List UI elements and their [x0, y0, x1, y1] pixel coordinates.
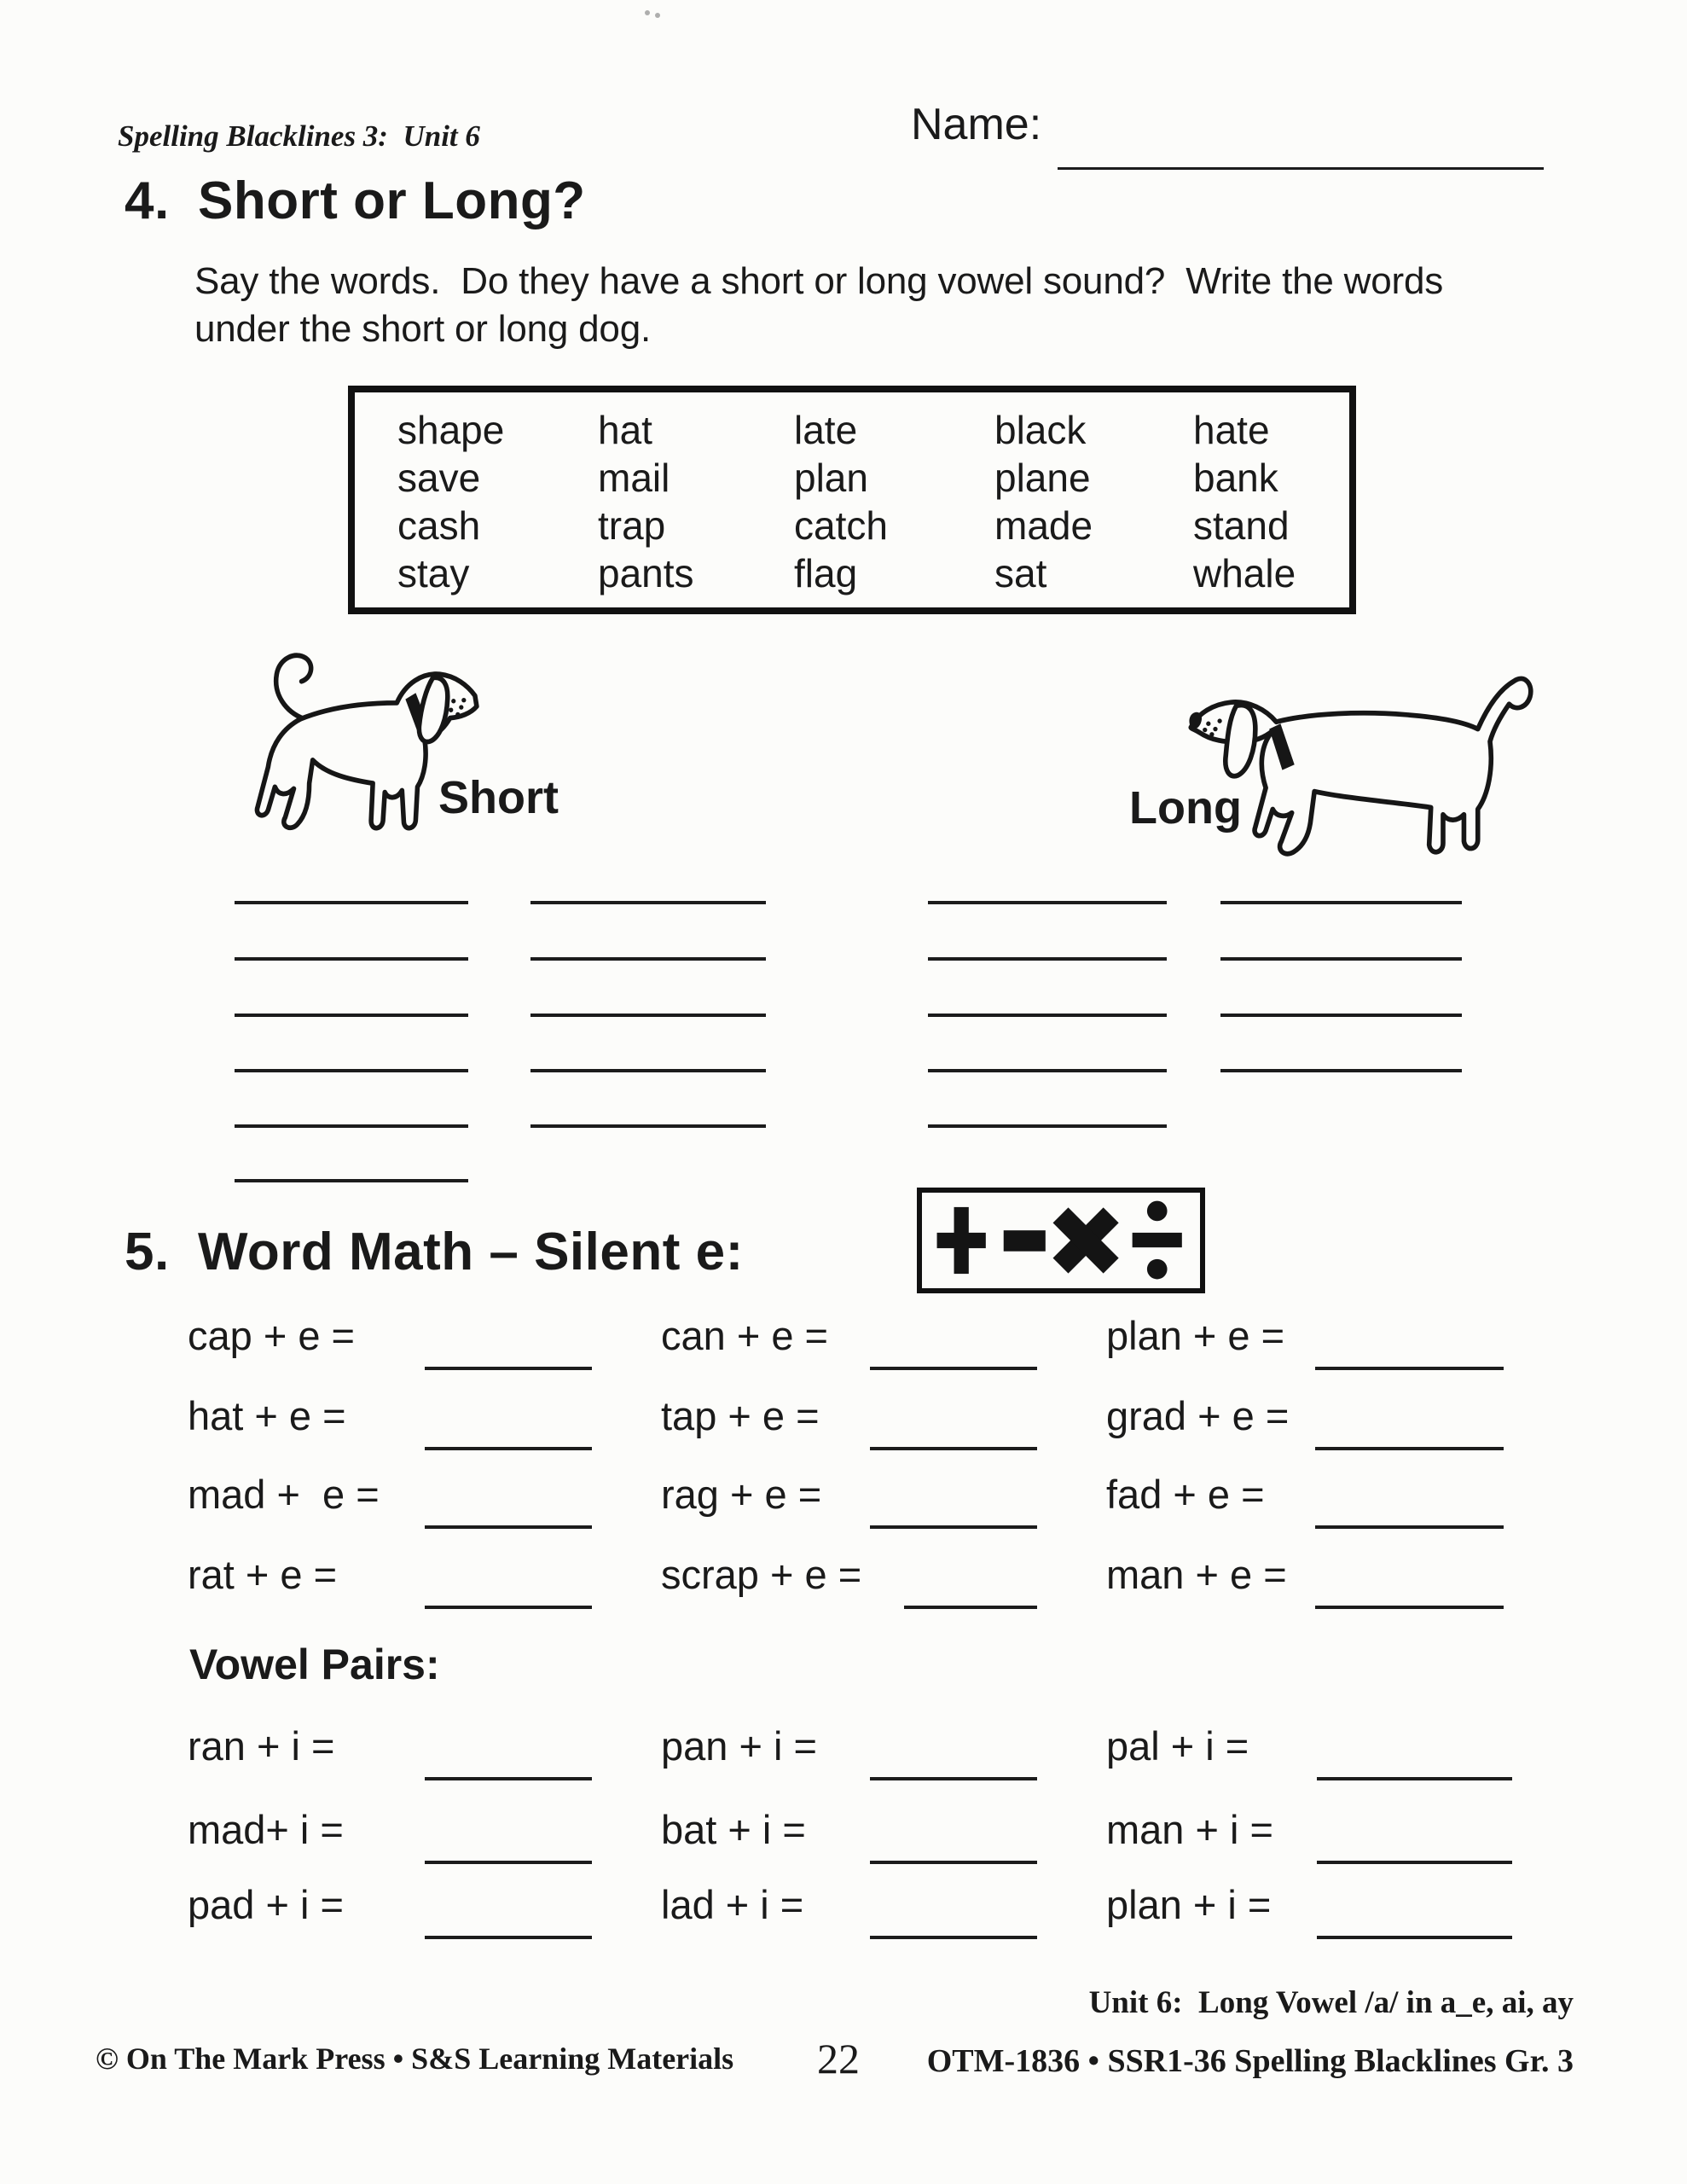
answer-line: [235, 1069, 468, 1072]
long-dog-image: [1170, 638, 1535, 879]
problem-label: hat + e =: [188, 1393, 346, 1438]
problem-label: pal + i =: [1106, 1723, 1249, 1769]
answer-line: [928, 1014, 1167, 1017]
answer-line: [530, 957, 766, 961]
problem-label: can + e =: [661, 1313, 828, 1358]
section5-title: Word Math – Silent e:: [198, 1223, 744, 1281]
answer-line: [235, 1179, 468, 1182]
word-bank-word: cash: [397, 503, 481, 548]
answer-line: [1220, 1014, 1462, 1017]
word-bank-word: pants: [598, 551, 694, 595]
answer-line: [235, 1124, 468, 1128]
problem-label: rag + e =: [661, 1472, 822, 1517]
problem-label: pan + i =: [661, 1723, 817, 1769]
answer-blank: [1315, 1606, 1504, 1609]
problem-label: plan + e =: [1106, 1313, 1285, 1358]
answer-line: [1220, 957, 1462, 961]
problem-label: man + i =: [1106, 1807, 1273, 1852]
word-bank-word: whale: [1193, 551, 1296, 595]
word-bank-column: [994, 406, 1093, 597]
answer-blank: [1317, 1861, 1512, 1864]
problem-label: scrap + e =: [661, 1552, 862, 1597]
scan-speck: [645, 10, 650, 15]
answer-blank: [1315, 1367, 1504, 1370]
answer-blank: [870, 1777, 1037, 1780]
answer-blank: [1315, 1525, 1504, 1529]
word-bank-column: [397, 406, 504, 597]
answer-blank: [870, 1367, 1037, 1370]
answer-line: [928, 901, 1167, 904]
word-bank-word: sat: [994, 551, 1047, 595]
name-label: Name:: [911, 100, 1042, 149]
answer-line: [530, 1014, 766, 1017]
footer-unit-line: Unit 6: Long Vowel /a/ in a_e, ai, ay: [1088, 1985, 1574, 2020]
plus-minus-times-divide-icon: [933, 1198, 1189, 1283]
problem-label: tap + e =: [661, 1393, 820, 1438]
section4-number: 4.: [125, 171, 170, 230]
answer-blank: [425, 1777, 592, 1780]
answer-blank: [870, 1525, 1037, 1529]
booklet-title: Spelling Blacklines 3: Unit 6: [118, 119, 480, 153]
answer-blank: [425, 1525, 592, 1529]
word-bank-word: hate: [1193, 408, 1270, 452]
vowel-pairs-row: [188, 1806, 1569, 1878]
word-bank-word: stay: [397, 551, 470, 595]
word-bank-column: [794, 406, 888, 597]
answer-line: [928, 1069, 1167, 1072]
answer-line: [235, 957, 468, 961]
word-bank-column: [1193, 406, 1296, 597]
answer-blank: [870, 1936, 1037, 1939]
vowel-pairs-label: Vowel Pairs:: [189, 1641, 440, 1688]
word-math-row: [188, 1471, 1569, 1542]
problem-label: grad + e =: [1106, 1393, 1290, 1438]
problem-label: mad+ i =: [188, 1807, 344, 1852]
answer-blank: [425, 1936, 592, 1939]
vowel-pairs-row: [188, 1881, 1569, 1953]
instructions-line2: under the short or long dog.: [194, 308, 651, 350]
word-math-row: [188, 1551, 1569, 1623]
word-bank-word: plane: [994, 456, 1091, 500]
answer-line: [1220, 901, 1462, 904]
problem-label: mad + e =: [188, 1472, 380, 1517]
answer-line: [530, 901, 766, 904]
word-bank-word: shape: [397, 408, 505, 452]
answer-blank: [425, 1367, 592, 1370]
problem-label: rat + e =: [188, 1552, 338, 1597]
answer-blank: [425, 1861, 592, 1864]
word-bank-word: hat: [598, 408, 652, 452]
problem-label: bat + i =: [661, 1807, 806, 1852]
word-bank-word: mail: [598, 456, 670, 500]
section5-number: 5.: [125, 1223, 170, 1281]
problem-label: plan + i =: [1106, 1882, 1272, 1927]
answer-blank: [1315, 1447, 1504, 1450]
long-label: Long: [1129, 782, 1242, 834]
name-blank-line: [1058, 167, 1544, 170]
answer-blank: [425, 1447, 592, 1450]
answer-line: [928, 1124, 1167, 1128]
page-number: 22: [817, 2035, 860, 2082]
word-bank-word: late: [794, 408, 858, 452]
answer-line: [928, 957, 1167, 961]
answer-line: [235, 1014, 468, 1017]
word-bank-word: stand: [1193, 503, 1290, 548]
vowel-pairs-row: [188, 1722, 1569, 1794]
answer-line: [1220, 1069, 1462, 1072]
scan-speck: [655, 13, 660, 18]
math-symbols-box: [917, 1188, 1205, 1293]
short-label: Short: [438, 772, 559, 823]
word-bank-word: made: [994, 503, 1093, 548]
instructions-line1: Say the words. Do they have a short or long vowel sound? Write the words: [194, 260, 1444, 302]
problem-label: fad + e =: [1106, 1472, 1265, 1517]
answer-blank: [904, 1606, 1037, 1609]
footer-code-line: OTM-1836 • SSR1-36 Spelling Blacklines Gr. 3: [926, 2043, 1574, 2079]
section4-title: Short or Long?: [198, 171, 586, 230]
word-math-row: [188, 1312, 1569, 1384]
problem-label: cap + e =: [188, 1313, 355, 1358]
problem-label: man + e =: [1106, 1552, 1287, 1597]
answer-blank: [870, 1861, 1037, 1864]
problem-label: lad + i =: [661, 1882, 804, 1927]
answer-line: [235, 901, 468, 904]
footer-copyright: © On The Mark Press • S&S Learning Materials: [96, 2042, 734, 2076]
answer-blank: [425, 1606, 592, 1609]
word-bank-word: bank: [1193, 456, 1278, 500]
problem-label: pad + i =: [188, 1882, 344, 1927]
answer-blank: [1317, 1936, 1512, 1939]
answer-line: [530, 1069, 766, 1072]
problem-label: ran + i =: [188, 1723, 335, 1769]
answer-line: [530, 1124, 766, 1128]
word-bank-word: trap: [598, 503, 666, 548]
word-bank-word: catch: [794, 503, 888, 548]
word-bank-box: [348, 386, 1356, 614]
word-bank-column: [598, 406, 694, 597]
word-math-row: [188, 1392, 1569, 1464]
word-bank-word: black: [994, 408, 1087, 452]
word-bank-word: save: [397, 456, 481, 500]
word-bank-word: plan: [794, 456, 868, 500]
word-bank-word: flag: [794, 551, 858, 595]
answer-blank: [1317, 1777, 1512, 1780]
answer-blank: [870, 1447, 1037, 1450]
